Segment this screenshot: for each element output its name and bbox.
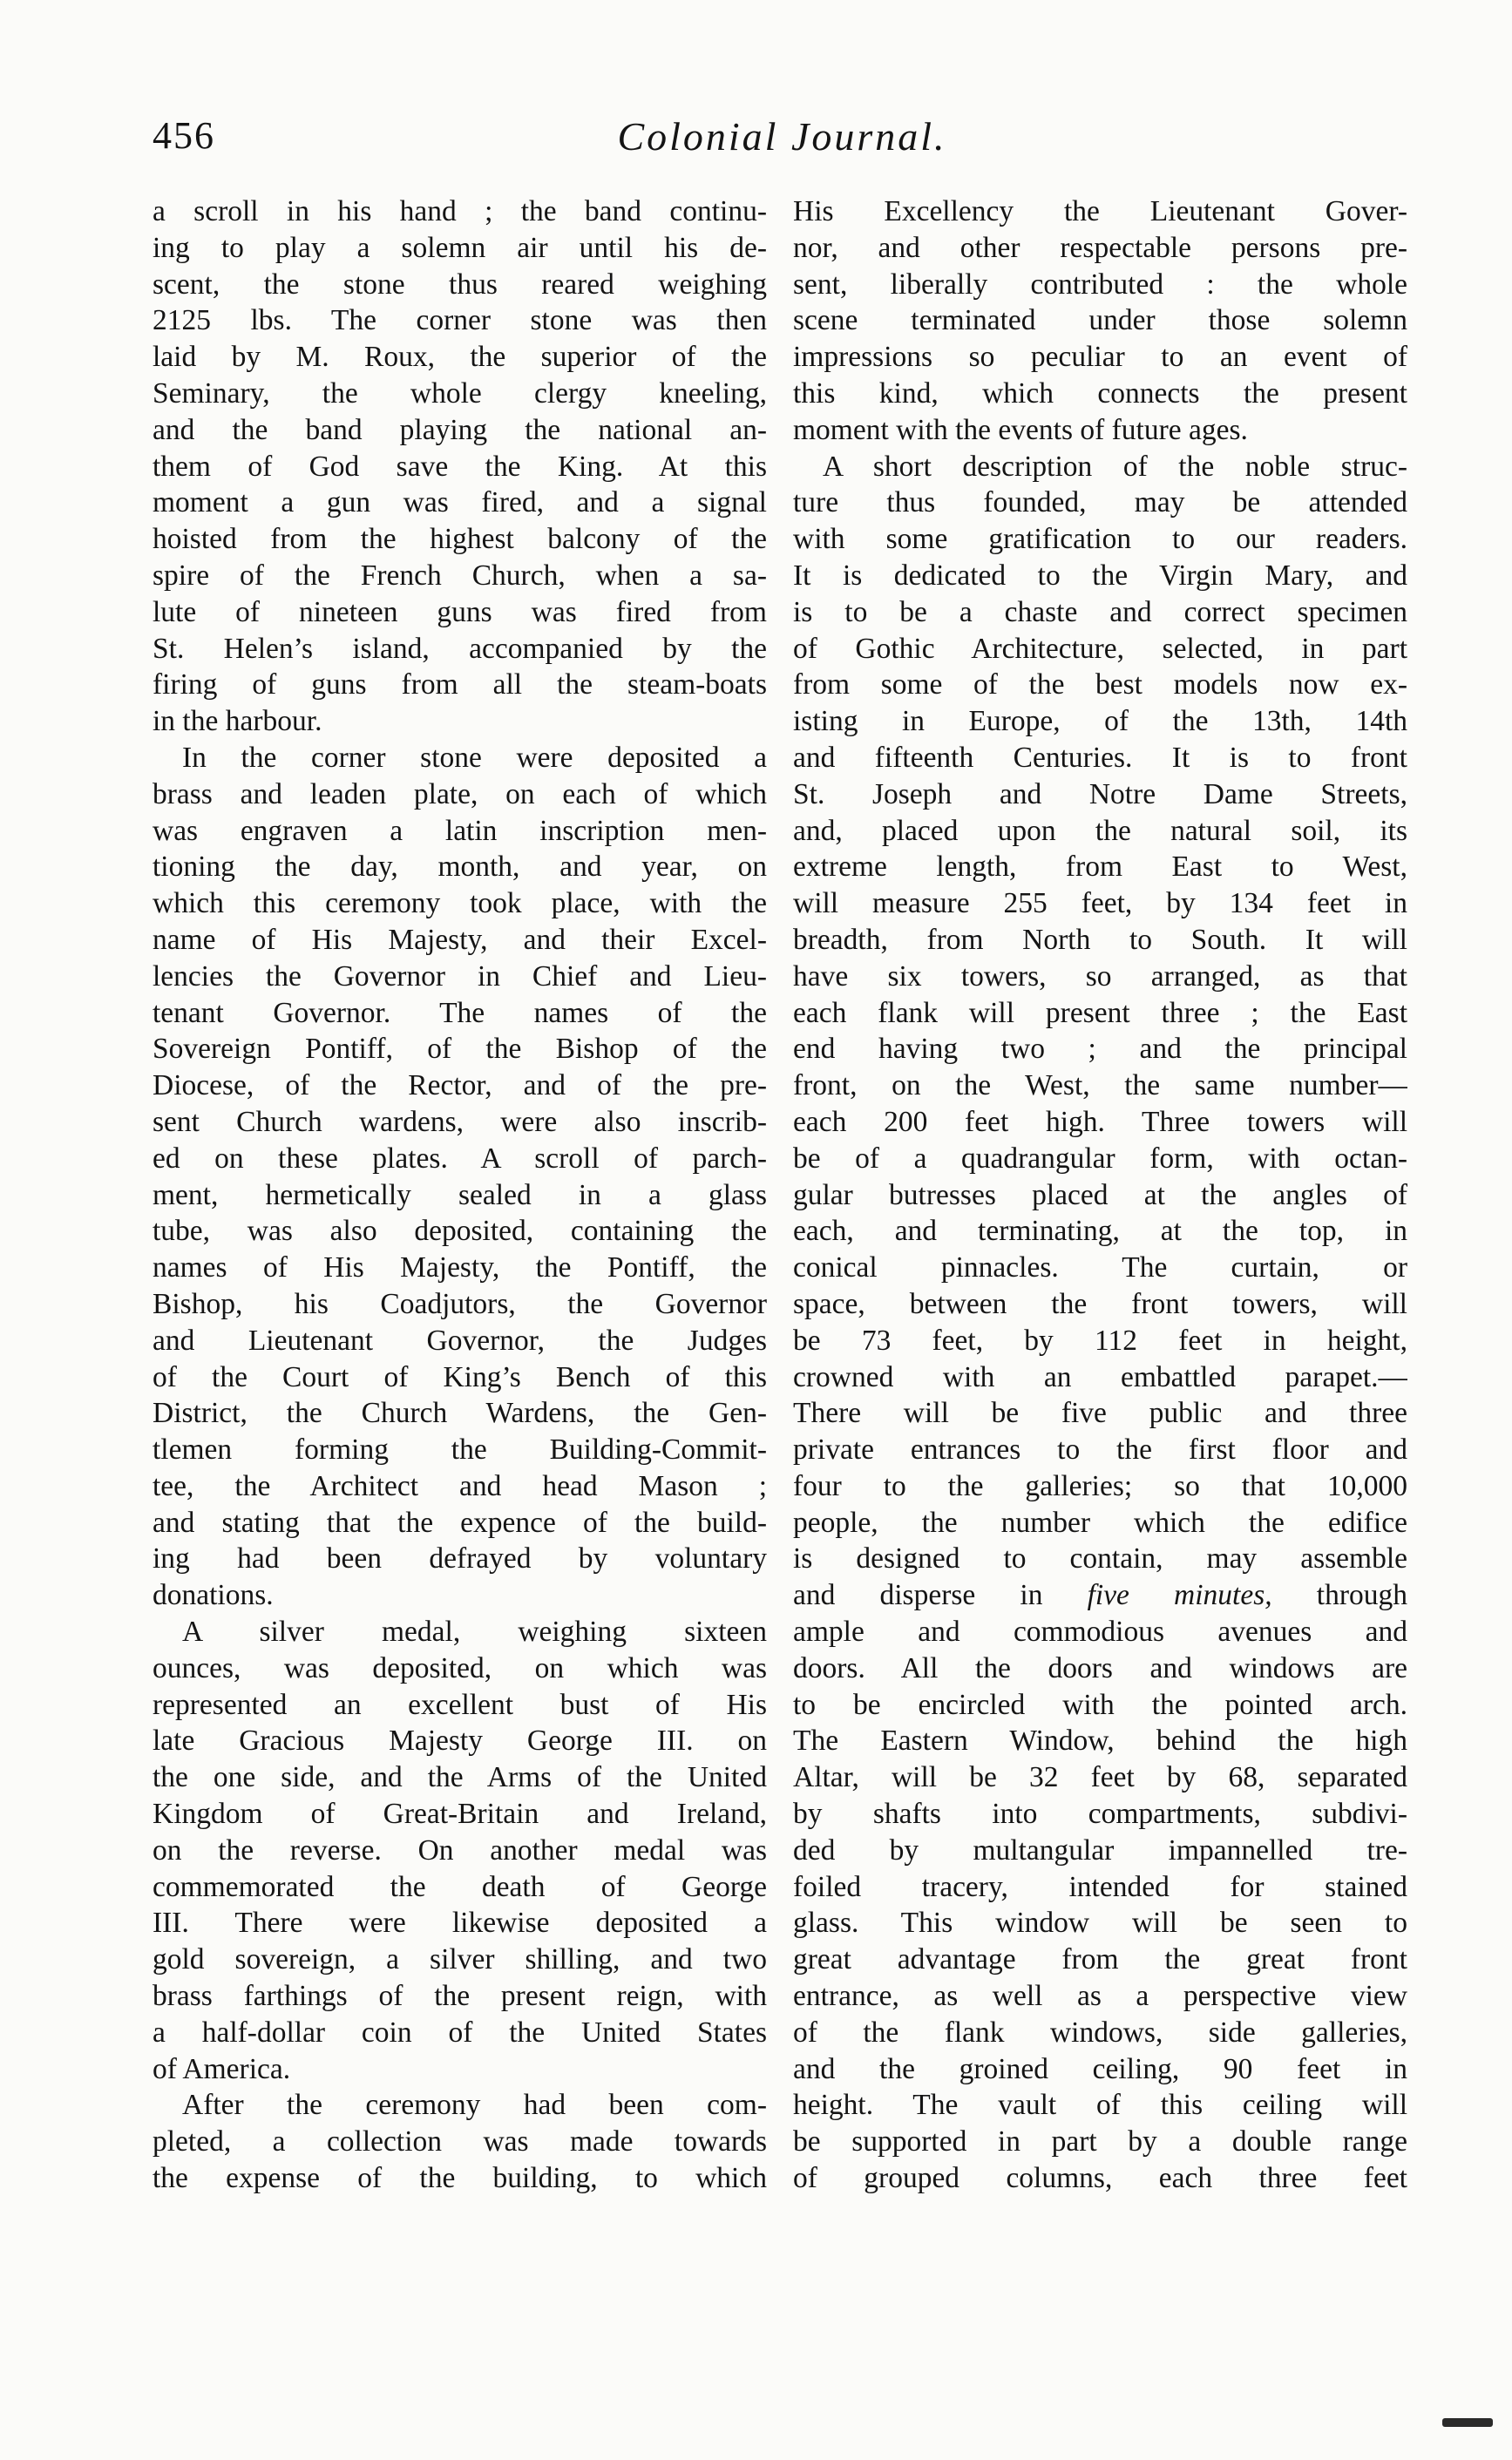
- text-line: ment, hermetically sealed in a glass: [153, 1178, 767, 1211]
- text-line: A silver medal, weighing sixteen: [182, 1616, 767, 1649]
- text-line: tlemen forming the Building-Commit-: [153, 1433, 767, 1467]
- text-run: and disperse in: [793, 1579, 1088, 1612]
- text-line: The Eastern Window, behind the high: [793, 1725, 1407, 1758]
- text-line: It is dedicated to the Virgin Mary, and: [793, 559, 1407, 592]
- text-line: foiled tracery, intended for stained: [793, 1870, 1407, 1903]
- text-line: brass and leaden plate, on each of which: [153, 777, 767, 810]
- text-line: of grouped columns, each three feet: [793, 2162, 1407, 2195]
- text-line: of America.: [153, 2052, 291, 2085]
- text-line: nor, and other respectable persons pre-: [793, 231, 1407, 264]
- text-line: names of His Majesty, the Pontiff, the: [153, 1251, 767, 1284]
- text-line: in the harbour.: [153, 705, 322, 738]
- left-column: [153, 193, 767, 2197]
- text-line: gold sovereign, a silver shilling, and two: [153, 1943, 767, 1976]
- page-number: 456: [153, 114, 215, 157]
- text-run: through: [1271, 1579, 1407, 1612]
- text-line: height. The vault of this ceiling will: [793, 2089, 1407, 2122]
- text-line: and, placed upon the natural soil, its: [793, 814, 1407, 847]
- text-line: by shafts into compartments, subdivi-: [793, 1798, 1407, 1831]
- text-line: and stating that the expence of the build-: [153, 1506, 767, 1539]
- text-line: name of His Majesty, and their Excel-: [153, 923, 767, 956]
- text-line: this kind, which connects the present: [793, 376, 1407, 410]
- text-line: and Lieutenant Governor, the Judges: [153, 1324, 767, 1357]
- text-line: brass farthings of the present reign, with: [153, 1980, 767, 2013]
- text-line: which this ceremony took place, with the: [153, 887, 767, 920]
- text-line: conical pinnacles. The curtain, or: [793, 1251, 1407, 1284]
- text-line: be of a quadrangular form, with octan-: [793, 1142, 1407, 1175]
- text-line: tioning the day, month, and year, on: [153, 850, 767, 884]
- journal-title: Colonial Journal.: [617, 114, 947, 159]
- text-line: extreme length, from East to West,: [793, 850, 1407, 884]
- text-line: doors. All the doors and windows are: [793, 1651, 1407, 1684]
- text-line: and the groined ceiling, 90 feet in: [793, 2052, 1407, 2085]
- text-line: with some gratification to our readers.: [793, 523, 1407, 556]
- text-line: and the band playing the national an-: [153, 413, 767, 446]
- text-line: St. Joseph and Notre Dame Streets,: [793, 777, 1407, 810]
- text-line: Kingdom of Great-Britain and Ireland,: [153, 1798, 767, 1831]
- text-line: each, and terminating, at the top, in: [793, 1215, 1407, 1248]
- text-line: tee, the Architect and head Mason ;: [153, 1469, 767, 1502]
- text-line: hoisted from the highest balcony of the: [153, 523, 767, 556]
- text-line: ounces, was deposited, on which was: [153, 1651, 767, 1684]
- text-line: spire of the French Church, when a sa-: [153, 559, 767, 592]
- text-line: scene terminated under those solemn: [793, 304, 1407, 337]
- text-line: Diocese, of the Rector, and of the pre-: [153, 1069, 767, 1102]
- text-line: Sovereign Pontiff, of the Bishop of the: [153, 1033, 767, 1066]
- text-line: a scroll in his hand ; the band continu-: [153, 195, 767, 227]
- text-line: gular butresses placed at the angles of: [793, 1178, 1407, 1211]
- text-line: commemorated the death of George: [153, 1870, 767, 1903]
- text-line: District, the Church Wardens, the Gen-: [153, 1397, 767, 1430]
- text-line: There will be five public and three: [793, 1397, 1407, 1430]
- text-line: late Gracious Majesty George III. on: [153, 1725, 767, 1758]
- text-line: donations.: [153, 1579, 274, 1612]
- text-line: on the reverse. On another medal was: [153, 1833, 767, 1867]
- text-line: is designed to contain, may assemble: [793, 1542, 1407, 1576]
- text-line: to be encircled with the pointed arch.: [793, 1688, 1407, 1721]
- text-line: each 200 feet high. Three towers will: [793, 1105, 1407, 1138]
- text-line: moment with the events of future ages.: [793, 413, 1248, 446]
- text-line: firing of guns from all the steam-boats: [153, 668, 767, 701]
- text-line: entrance, as well as a perspective view: [793, 1980, 1407, 2013]
- text-line: ing to play a solemn air until his de-: [153, 231, 767, 264]
- text-line: people, the number which the edifice: [793, 1506, 1407, 1539]
- text-line: ture thus founded, may be attended: [793, 486, 1407, 519]
- text-line: 2125 lbs. The corner stone was then: [153, 304, 767, 337]
- text-line: Bishop, his Coadjutors, the Governor: [153, 1287, 767, 1320]
- text-line: In the corner stone were deposited a: [182, 741, 767, 774]
- text-line: the expense of the building, to which: [153, 2162, 767, 2195]
- text-line: tenant Governor. The names of the: [153, 996, 767, 1029]
- text-line: was engraven a latin inscription men-: [153, 814, 767, 847]
- text-line: the one side, and the Arms of the United: [153, 1761, 767, 1794]
- text-line: represented an excellent bust of His: [153, 1688, 767, 1721]
- text-line: be supported in part by a double range: [793, 2125, 1407, 2158]
- text-line: from some of the best models now ex-: [793, 668, 1407, 701]
- text-line: space, between the front towers, will: [793, 1287, 1407, 1320]
- text-line: front, on the West, the same number—: [793, 1069, 1407, 1102]
- text-line: pleted, a collection was made towards: [153, 2125, 767, 2158]
- text-line: ing had been defrayed by voluntary: [153, 1542, 767, 1576]
- text-line: breadth, from North to South. It will: [793, 923, 1407, 956]
- text-line: of the flank windows, side galleries,: [793, 2016, 1407, 2049]
- text-line: ed on these plates. A scroll of parch-: [153, 1142, 767, 1175]
- text-line: have six towers, so arranged, as that: [793, 959, 1407, 993]
- text-line: crowned with an embattled parapet.—: [793, 1360, 1407, 1393]
- text-line: tube, was also deposited, containing the: [153, 1215, 767, 1248]
- text-line: great advantage from the great front: [793, 1943, 1407, 1976]
- text-line: sent Church wardens, were also inscrib-: [153, 1105, 767, 1138]
- text-line: III. There were likewise deposited a: [153, 1907, 767, 1940]
- text-line: will measure 255 feet, by 134 feet in: [793, 887, 1407, 920]
- text-line: Seminary, the whole clergy kneeling,: [153, 376, 767, 410]
- text-line: lencies the Governor in Chief and Lieu-: [153, 959, 767, 993]
- text-line: is to be a chaste and correct specimen: [793, 595, 1407, 628]
- text-line: laid by M. Roux, the superior of the: [153, 341, 767, 374]
- text-line: [793, 1577, 1407, 1614]
- text-line: impressions so peculiar to an event of: [793, 341, 1407, 374]
- text-line: A short description of the noble struc-: [823, 450, 1407, 483]
- text-line: each flank will present three ; the East: [793, 996, 1407, 1029]
- text-line: four to the galleries; so that 10,000: [793, 1469, 1407, 1502]
- text-line: of Gothic Architecture, selected, in part: [793, 632, 1407, 665]
- text-line: After the ceremony had been com-: [182, 2089, 767, 2122]
- text-line: scent, the stone thus reared weighing: [153, 268, 767, 301]
- text-line: sent, liberally contributed : the whole: [793, 268, 1407, 301]
- text-line: of the Court of King’s Bench of this: [153, 1360, 767, 1393]
- text-line: ample and commodious avenues and: [793, 1616, 1407, 1649]
- text-line: be 73 feet, by 112 feet in height,: [793, 1324, 1407, 1357]
- text-line: and fifteenth Centuries. It is to front: [793, 741, 1407, 774]
- text-line: isting in Europe, of the 13th, 14th: [793, 705, 1407, 738]
- text-line: end having two ; and the principal: [793, 1033, 1407, 1066]
- text-line: St. Helen’s island, accompanied by the: [153, 632, 767, 665]
- right-column: [793, 193, 1407, 2197]
- running-head: [153, 113, 1412, 174]
- text-line: a half-dollar coin of the United States: [153, 2016, 767, 2049]
- text-line: glass. This window will be seen to: [793, 1907, 1407, 1940]
- text-line: His Excellency the Lieutenant Gover-: [793, 195, 1407, 227]
- corner-mark: [1442, 2418, 1493, 2427]
- text-line: moment a gun was fired, and a signal: [153, 486, 767, 519]
- text-line: Altar, will be 32 feet by 68, separated: [793, 1761, 1407, 1794]
- text-line: private entrances to the first floor and: [793, 1433, 1407, 1467]
- italic-text-run: five minutes,: [1087, 1579, 1272, 1612]
- text-line: ded by multangular impannelled tre-: [793, 1833, 1407, 1867]
- text-line: them of God save the King. At this: [153, 450, 767, 483]
- text-line: lute of nineteen guns was fired from: [153, 595, 767, 628]
